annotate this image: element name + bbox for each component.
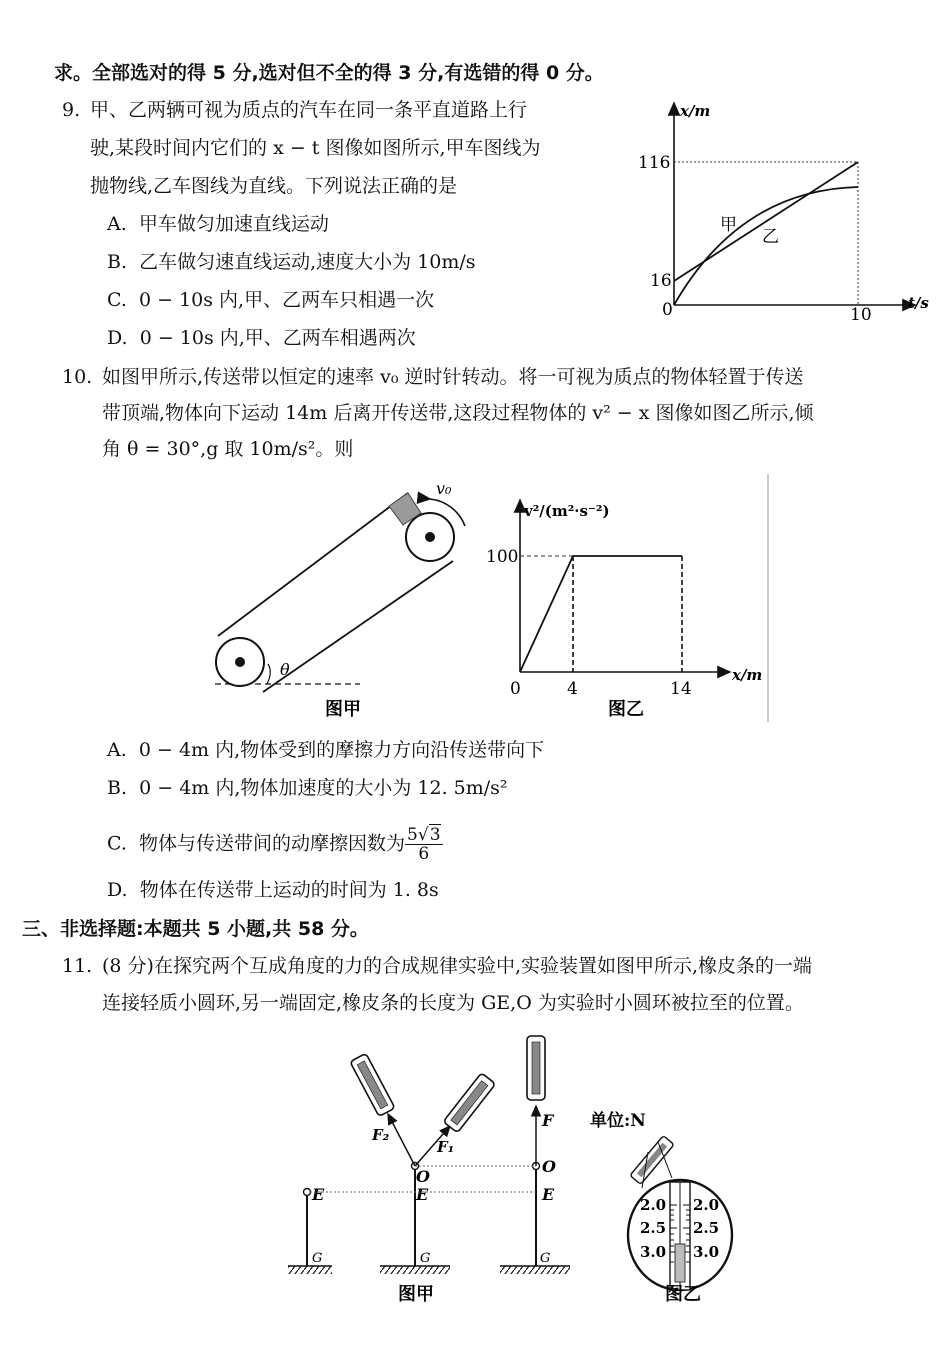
label-jia: 甲: [720, 215, 737, 235]
label-f2: F₂: [372, 1126, 390, 1144]
scale-mark-2-5: 2.5: [640, 1219, 667, 1237]
option-letter: B.: [107, 777, 128, 799]
q11-stem-line: 连接轻质小圆环,另一端固定,橡皮条的长度为 GE,O 为实验时小圆环被拉至的位置。: [102, 992, 804, 1014]
q10-stem-line: 如图甲所示,传送带以恒定的速率 v₀ 逆时针转动。将一可视为质点的物体轻置于传送: [102, 366, 804, 388]
label-e: E: [312, 1185, 325, 1204]
tick-100: 100: [486, 547, 519, 567]
q11-apparatus-figure: [280, 1030, 750, 1305]
option-text: 甲车做匀加速直线运动: [138, 213, 329, 235]
small-spring-scale: [630, 1136, 674, 1185]
section-3-header: 三、非选择题:本题共 5 小题,共 58 分。: [22, 918, 369, 940]
q10-option-b[interactable]: [107, 776, 508, 800]
caption-yi: 图乙: [608, 699, 644, 720]
option-letter: A.: [107, 213, 127, 235]
q9-option-a[interactable]: [107, 212, 329, 236]
caption-jia: 图甲: [398, 1284, 434, 1305]
x-axis-label: t/s: [908, 294, 929, 312]
option-letter: C.: [107, 289, 127, 311]
theta-arc: [267, 664, 270, 684]
tick-origin: 0: [662, 300, 673, 320]
scale-mark-2-0-right: 2.0: [693, 1196, 720, 1214]
belt-top: [218, 493, 408, 636]
intro-line: 求。全部选对的得 5 分,选对但不全的得 3 分,有选错的得 0 分。: [54, 62, 604, 84]
q11-stem-line: (8 分)在探究两个互成角度的力的合成规律实验中,实验装置如图甲所示,橡皮条的一端: [102, 955, 813, 977]
q10-option-c[interactable]: [107, 826, 443, 863]
scale-pointer: [675, 1244, 685, 1282]
q9-option-c[interactable]: [107, 288, 434, 312]
q9-stem-line: 抛物线,乙车图线为直线。下列说法正确的是: [90, 175, 458, 197]
ground-hatch: [500, 1266, 570, 1274]
option-letter: D.: [107, 327, 128, 349]
scale-mark-2-0: 2.0: [640, 1196, 667, 1214]
scale-mark-2-5-right: 2.5: [693, 1219, 720, 1237]
x-axis-label: x/m: [732, 666, 763, 684]
caption-jia: 图甲: [325, 699, 361, 720]
label-yi: 乙: [762, 227, 779, 247]
v0-label: v₀: [436, 479, 452, 498]
ring: [304, 1189, 311, 1196]
spring-scale-f1: [443, 1073, 495, 1133]
label-e: E: [416, 1185, 429, 1204]
tick-4: 4: [567, 679, 578, 699]
option-text: 物体在传送带上运动的时间为 1. 8s: [139, 879, 439, 901]
q9-stem-line: 驶,某段时间内它们的 x − t 图像如图所示,甲车图线为: [90, 137, 541, 159]
q9-option-d[interactable]: [107, 326, 416, 350]
y-axis-label: v²/(m²·s⁻²): [524, 502, 610, 520]
ground-hatch: [288, 1266, 332, 1274]
label-o: O: [542, 1157, 556, 1176]
label-g: G: [312, 1251, 323, 1266]
label-f: F: [542, 1111, 554, 1130]
tick-14: 14: [670, 679, 692, 699]
tick-10: 10: [850, 305, 872, 325]
q10-v2x-graph: [478, 472, 768, 724]
label-g: G: [420, 1251, 431, 1266]
q10-stem-line: 角 θ = 30°,g 取 10m/s²。则: [102, 438, 354, 460]
unit-label: 单位:N: [590, 1111, 646, 1131]
friction-fraction: $\frac{5√3}{6}$: [407, 825, 441, 864]
label-o: O: [416, 1167, 430, 1186]
option-text: 乙车做匀速直线运动,速度大小为 10m/s: [139, 251, 476, 273]
tick-116: 116: [638, 153, 671, 173]
tick-16: 16: [650, 271, 672, 291]
caption-yi: 图乙: [665, 1284, 701, 1305]
q10-stem-line: 带顶端,物体向下运动 14m 后离开传送带,这段过程物体的 v² − x 图像如图乙所示,倾: [102, 402, 814, 424]
top-pulley-axle: [425, 532, 435, 542]
scale-mark-3-0-right: 3.0: [693, 1243, 720, 1261]
scale-mark-3-0: 3.0: [640, 1243, 667, 1261]
spring-scale-f: [527, 1036, 545, 1100]
tick-0: 0: [510, 679, 521, 699]
q9-number: 9.: [62, 99, 81, 121]
v2-line: [520, 556, 682, 672]
option-letter: D.: [107, 879, 128, 901]
q9-stem-line: 甲、乙两辆可视为质点的汽车在同一条平直道路上行: [90, 99, 528, 121]
option-letter: B.: [107, 251, 128, 273]
bottom-pulley-axle: [235, 657, 245, 667]
q11-number: 11.: [62, 955, 93, 977]
q10-conveyor-figure: [185, 472, 485, 722]
label-f1: F₁: [437, 1138, 455, 1156]
y-axis-label: x/m: [680, 102, 711, 120]
q9-option-b[interactable]: [107, 250, 476, 274]
line-yi: [674, 162, 858, 281]
spring-scale-f2: [350, 1053, 395, 1116]
option-letter: C.: [107, 832, 127, 855]
ground-hatch: [380, 1266, 450, 1274]
option-text: 0 − 4m 内,物体受到的摩擦力方向沿传送带向下: [138, 739, 545, 761]
q10-option-a[interactable]: [107, 738, 544, 762]
option-text: 0 − 10s 内,甲、乙两车相遇两次: [139, 327, 416, 349]
q10-number: 10.: [62, 366, 93, 388]
option-text: 物体与传送带间的动摩擦因数为: [139, 832, 406, 855]
option-text: 0 − 10s 内,甲、乙两车只相遇一次: [139, 289, 435, 311]
label-g: G: [540, 1251, 551, 1266]
option-letter: A.: [107, 739, 127, 761]
label-e: E: [542, 1185, 555, 1204]
theta-label: θ: [280, 660, 290, 679]
q9-xt-graph: [630, 95, 930, 335]
string-f2: [388, 1114, 415, 1166]
q10-option-d[interactable]: [107, 878, 439, 902]
option-text: 0 − 4m 内,物体加速度的大小为 12. 5m/s²: [139, 777, 508, 799]
